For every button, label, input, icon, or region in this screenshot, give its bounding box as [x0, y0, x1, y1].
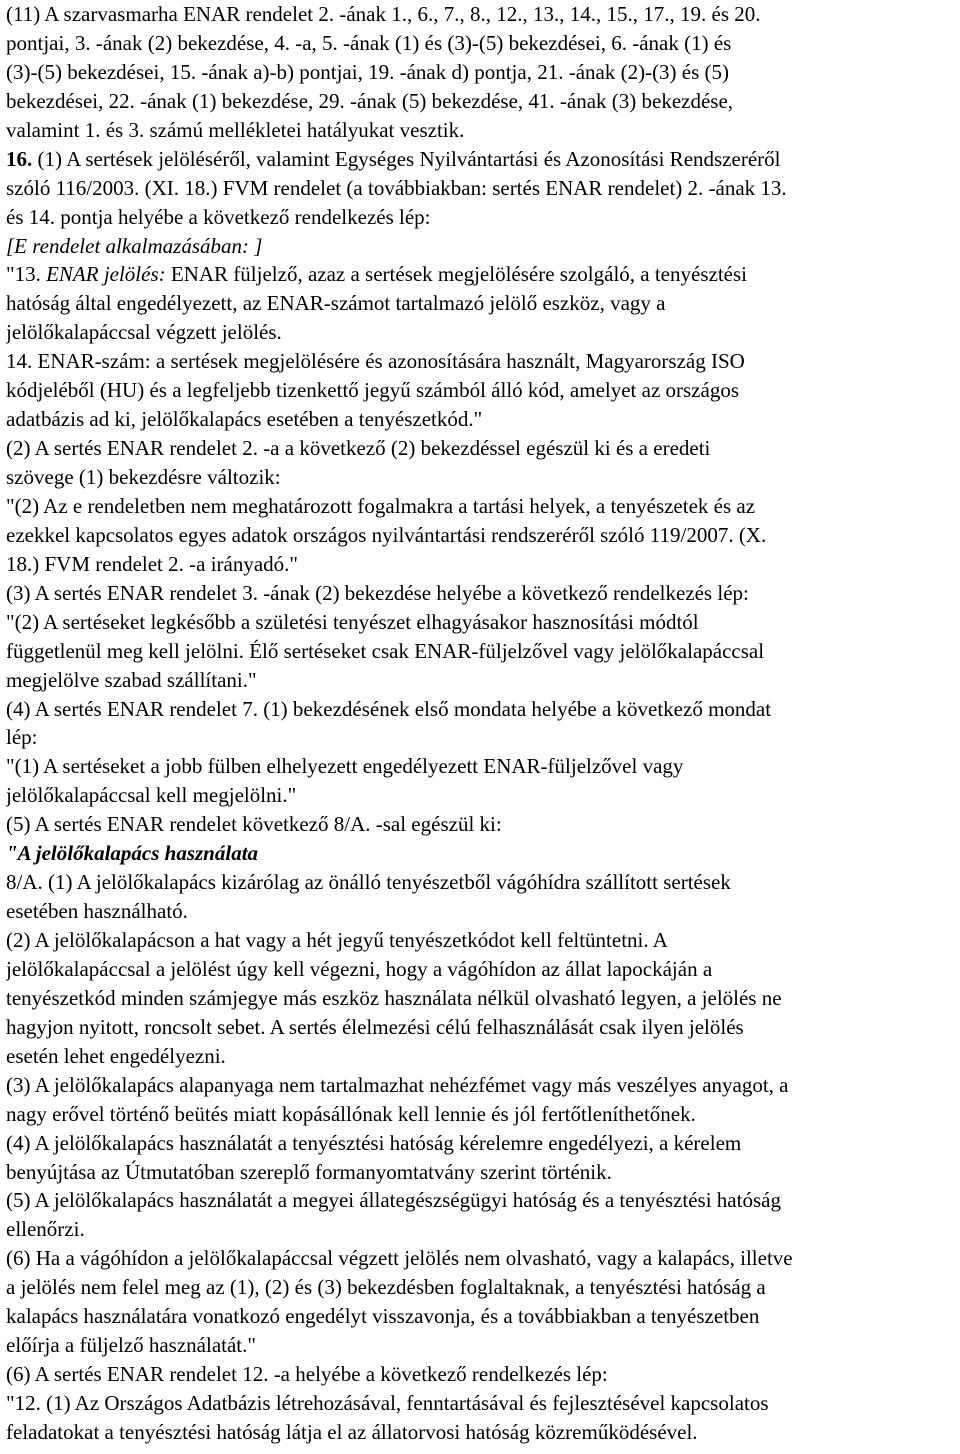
text-line [6, 116, 956, 145]
text-line [6, 289, 956, 318]
text-line [6, 550, 956, 579]
text-run: a jelölés nem felel meg az (1), (2) és (3) bekezdésben foglaltaknak, a tenyésztési hatóság a [6, 1275, 766, 1300]
text-run: (3)-(5) bekezdései, 15. -ának a)-b) pontjai, 19. -ának d) pontja, 21. -ának (2)-(3) és (5) [6, 59, 730, 84]
text-run: ezekkel kapcsolatos egyes adatok országos nyilvántartási rendszeréről szóló 119/2007. (X. [6, 522, 767, 547]
text-run: előírja a füljelző használatát." [6, 1333, 256, 1358]
text-line [6, 810, 956, 839]
text-run: "(2) Az e rendeletben nem meghatározott fogalmakra a tartási helyek, a tenyészetek és az [6, 493, 756, 518]
text-run: hatóság által engedélyezett, az ENAR-számot tartalmazó jelölő eszköz, vagy a [6, 291, 666, 316]
text-run: feladatokat a tenyésztési hatóság látja el az állatorvosi hatóság közreműködésével. [6, 1419, 698, 1444]
text-line [6, 29, 956, 58]
text-line [6, 608, 956, 637]
text-run: valamint 1. és 3. számú mellékletei hatályukat vesztik. [6, 117, 465, 142]
text-run: (5) A jelölőkalapács használatát a megyei állategészségügyi hatóság és a tenyésztési hatóság [6, 1188, 781, 1213]
text-line [6, 984, 956, 1013]
text-line [6, 1013, 956, 1042]
text-line [6, 318, 956, 347]
text-run: (4) A sertés ENAR rendelet 7. (1) bekezdésének első mondata helyébe a következő mondat [6, 696, 772, 721]
text-line [6, 1215, 956, 1244]
text-run: jelölőkalapáccsal a jelölést úgy kell végezni, hogy a vágóhídon az állat lapockáján a [6, 956, 713, 981]
text-line [6, 781, 956, 810]
text-run: (3) A sertés ENAR rendelet 3. -ának (2) bekezdése helyébe a következő rendelkezés lép: [6, 580, 749, 605]
text-run: ellenőrzi. [6, 1217, 85, 1242]
text-run: és 14. pontja helyébe a következő rendelkezés lép: [6, 204, 431, 229]
text-run: (6) A sertés ENAR rendelet 12. -a helyébe a következő rendelkezés lép: [6, 1362, 608, 1387]
text-line [6, 1418, 956, 1447]
text-run: jelölőkalapáccsal kell megjelölni." [6, 783, 297, 808]
text-run: "A jelölőkalapács használata [6, 841, 259, 866]
text-line [6, 1129, 956, 1158]
text-line [6, 463, 956, 492]
text-run: 16. [6, 146, 33, 171]
text-run: "13. [6, 262, 47, 287]
text-line [6, 87, 956, 116]
text-run: jelölőkalapáccsal végzett jelölés. [6, 320, 282, 345]
text-line [6, 203, 956, 232]
text-line [6, 521, 956, 550]
text-line [6, 868, 956, 897]
text-line [6, 897, 956, 926]
text-run: 8/A. (1) A jelölőkalapács kizárólag az önálló tenyészetből vágóhídra szállított sertések [6, 870, 731, 895]
text-line [6, 695, 956, 724]
text-line [6, 839, 956, 868]
text-line [6, 1158, 956, 1187]
text-line [6, 260, 956, 289]
text-run: pontjai, 3. -ának (2) bekezdése, 4. -a, 5. -ának (1) és (3)-(5) bekezdései, 6. -ának (1) és [6, 30, 732, 55]
text-run: (4) A jelölőkalapács használatát a tenyésztési hatóság kérelemre engedélyezi, a kérelem [6, 1130, 742, 1155]
text-line [6, 1389, 956, 1418]
document-body [6, 0, 956, 1447]
text-run: (2) A sertés ENAR rendelet 2. -a a következő (2) bekezdéssel egészül ki és a eredeti [6, 436, 711, 461]
text-line [6, 347, 956, 376]
text-line [6, 1331, 956, 1360]
text-line [6, 666, 956, 695]
text-run: "(1) A sertéseket a jobb fülben elhelyezett engedélyezett ENAR-füljelzővel vagy [6, 754, 684, 779]
text-run: benyújtása az Útmutatóban szereplő formanyomtatvány szerint történik. [6, 1159, 612, 1184]
text-run: bekezdései, 22. -ának (1) bekezdése, 29. -ának (5) bekezdése, 41. -ának (3) bekezdése, [6, 88, 734, 113]
text-line [6, 376, 956, 405]
text-run: (3) A jelölőkalapács alapanyaga nem tartalmazhat nehézfémet vagy más veszélyes anyagot, a [6, 1072, 789, 1097]
text-line [6, 1100, 956, 1129]
text-line [6, 579, 956, 608]
text-line [6, 752, 956, 781]
text-run: hagyjon nyitott, roncsolt sebet. A sertés élelmezési célú felhasználását csak ilyen jelölés [6, 1014, 744, 1039]
text-run: kódjeléből (HU) és a legfeljebb tizenkettő jegyű számból álló kód, amelyet az országos [6, 378, 740, 403]
text-line [6, 1244, 956, 1273]
text-run: "12. (1) Az Országos Adatbázis létrehozásával, fenntartásával és fejlesztésével kapcsolatos [6, 1391, 769, 1415]
text-line [6, 1360, 956, 1389]
text-line [6, 174, 956, 203]
text-line [6, 434, 956, 463]
text-run: tenyészetkód minden számjegye más eszköz használata nélkül olvasható legyen, a jelölés ne [6, 985, 782, 1010]
text-run: függetlenül meg kell jelölni. Élő sertéseket csak ENAR-füljelzővel vagy jelölőkalapáccsal [6, 638, 765, 663]
text-line [6, 955, 956, 984]
text-run: [E rendelet alkalmazásában: ] [6, 233, 263, 258]
text-line [6, 405, 956, 434]
text-line [6, 1186, 956, 1215]
text-line [6, 0, 956, 29]
text-run: (11) A szarvasmarha ENAR rendelet 2. -ának 1., 6., 7., 8., 12., 13., 14., 15., 17., 19. és 20. [6, 2, 761, 26]
text-run: lép: [6, 725, 38, 750]
text-line [6, 145, 956, 174]
text-line [6, 723, 956, 752]
text-run: (1) A sertések jelöléséről, valamint Egységes Nyilvántartási és Azonosítási Rendszeréről [32, 146, 781, 171]
text-run: ENAR füljelző, azaz a sertések megjelölésére szolgáló, a tenyésztési [165, 262, 747, 287]
text-line [6, 1042, 956, 1071]
text-run: megjelölve szabad szállítani." [6, 667, 257, 692]
text-run: (2) A jelölőkalapácson a hat vagy a hét jegyű tenyészetkódot kell feltüntetni. A [6, 928, 668, 952]
text-line [6, 1273, 956, 1302]
text-run: (6) Ha a vágóhídon a jelölőkalapáccsal végzett jelölés nem olvasható, vagy a kalapács, illetve [6, 1246, 793, 1271]
text-line [6, 926, 956, 955]
text-run: esetében használható. [6, 899, 188, 924]
text-run: esetén lehet engedélyezni. [6, 1043, 226, 1068]
text-run: adatbázis ad ki, jelölőkalapács esetében a tenyészetkód." [6, 407, 483, 432]
text-line [6, 232, 956, 261]
text-run: "(2) A sertéseket legkésőbb a születési tenyészet elhagyásakor hasznosítási módtól [6, 609, 699, 634]
text-run: szóló 116/2003. (XI. 18.) FVM rendelet (a továbbiakban: sertés ENAR rendelet) 2. -ának 13. [6, 175, 787, 200]
text-line [6, 58, 956, 87]
text-line [6, 1071, 956, 1100]
text-run: szövege (1) bekezdésre változik: [6, 465, 281, 489]
text-run: nagy erővel történő beütés miatt kopásállónak kell lennie és jól fertőtleníthetőnek. [6, 1101, 696, 1126]
text-run: 14. ENAR-szám: a sertések megjelölésére és azonosítására használt, Magyarország ISO [6, 349, 745, 374]
text-line [6, 637, 956, 666]
text-run: (5) A sertés ENAR rendelet következő 8/A. -sal egészül ki: [6, 812, 502, 837]
text-run: 18.) FVM rendelet 2. -a irányadó." [6, 551, 298, 576]
text-line [6, 492, 956, 521]
text-run: kalapács használatára vonatkozó engedélyt visszavonja, és a továbbiakban a tenyészetben [6, 1304, 760, 1329]
text-line [6, 1302, 956, 1331]
text-run: ENAR jelölés: [46, 262, 166, 287]
